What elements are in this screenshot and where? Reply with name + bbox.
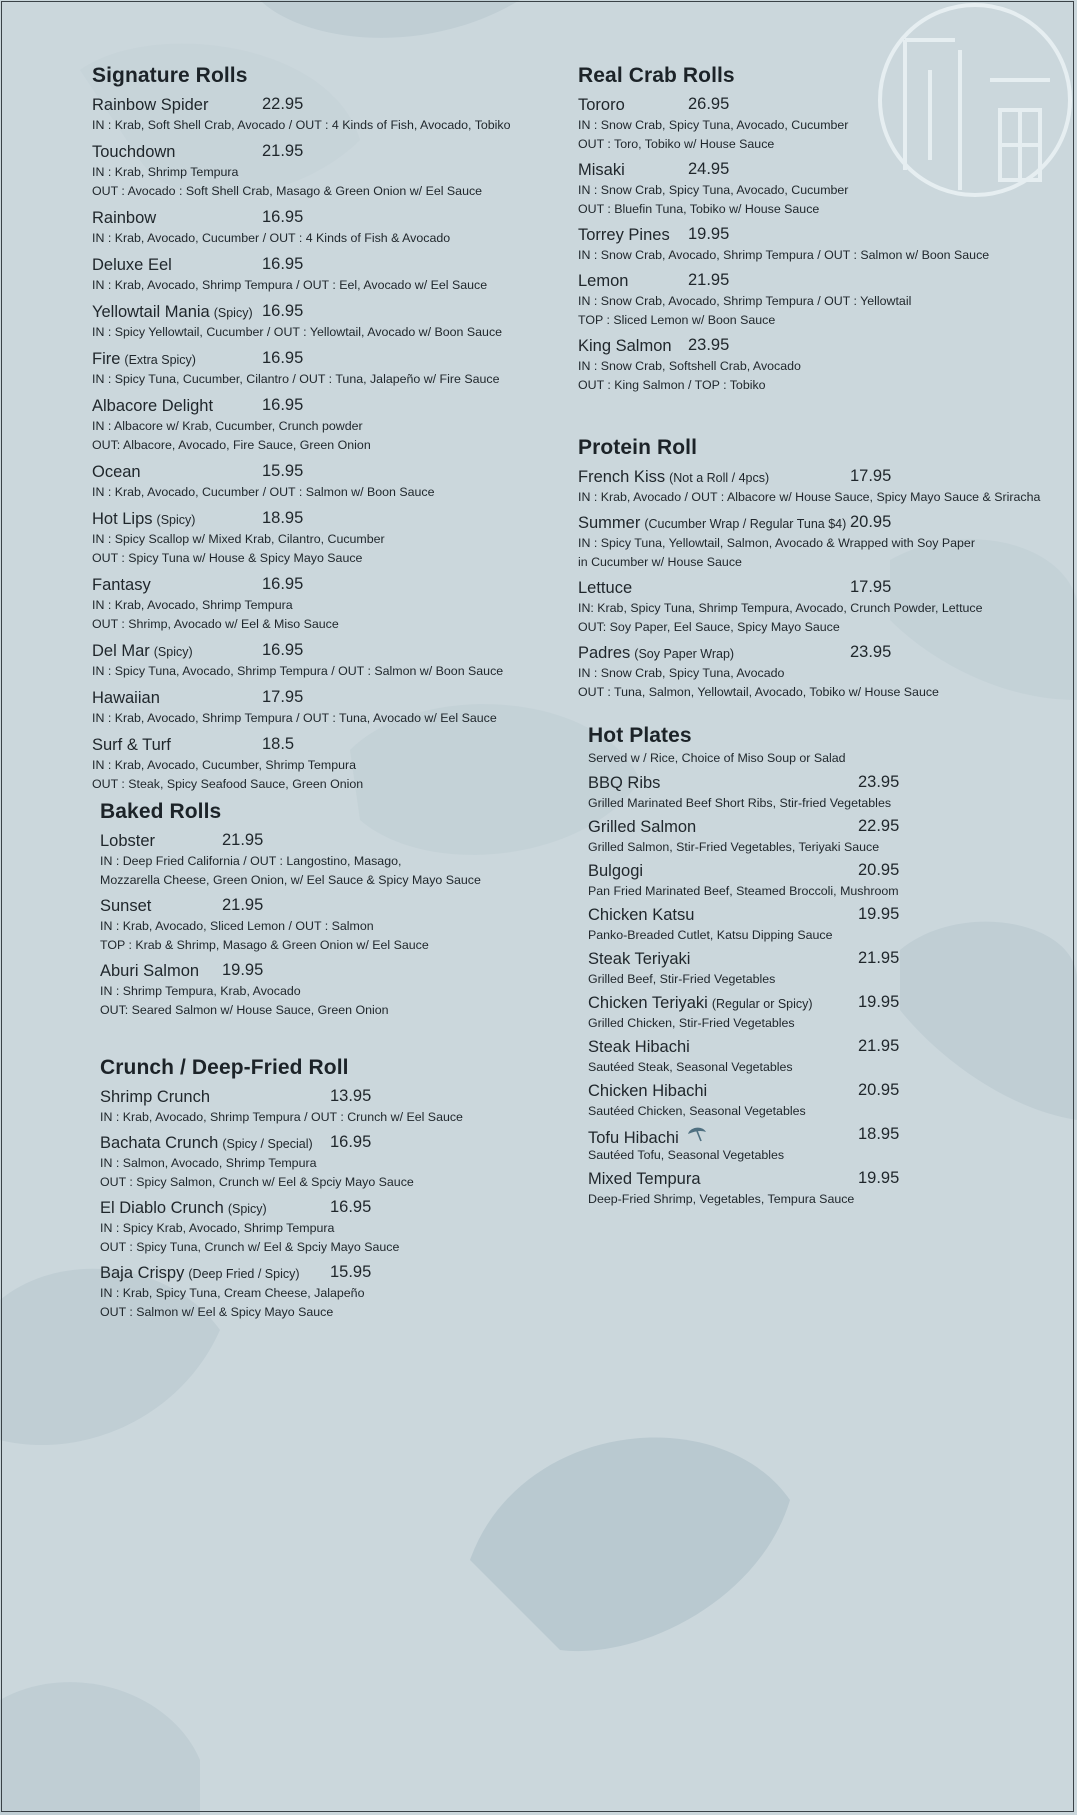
item-name: Del Mar: [92, 642, 150, 660]
item-description: Pan Fried Marinated Beef, Steamed Broccoli, Mushroom: [588, 884, 899, 898]
item-description: Sautéed Tofu, Seasonal Vegetables: [588, 1148, 785, 1162]
item-description: IN : Krab, Avocado, Shrimp Tempura / OUT : Eel, Avocado w/ Eel Sauce: [92, 278, 488, 292]
menu-item-header: [588, 1037, 1028, 1058]
menu-item-header: [588, 905, 1028, 926]
umbrella-icon: [687, 1125, 707, 1148]
menu-item: [100, 1087, 540, 1127]
item-description: IN : Snow Crab, Avocado, Shrimp Tempura / OUT : Salmon w/ Boon Sauce: [578, 248, 990, 262]
menu-item: [578, 160, 1048, 219]
menu-item-header: [588, 993, 1028, 1014]
item-name: Shrimp Crunch: [100, 1088, 211, 1106]
item-price: 17.95: [262, 688, 304, 706]
menu-item: [578, 643, 1058, 702]
item-name: Touchdown: [92, 143, 176, 161]
item-price: 16.95: [330, 1198, 372, 1216]
item-description: IN : Krab, Avocado, Shrimp Tempura / OUT : Tuna, Avocado w/ Eel Sauce: [92, 711, 497, 725]
menu-item-header: [100, 831, 540, 852]
menu-item-header: [588, 1081, 1028, 1102]
item-description: OUT : Toro, Tobiko w/ House Sauce: [578, 137, 775, 151]
menu-item: [92, 509, 532, 568]
item-price: 16.95: [262, 208, 304, 226]
menu-item: [100, 831, 540, 890]
item-description: OUT : Shrimp, Avocado w/ Eel & Miso Sauce: [92, 617, 339, 631]
menu-item: [92, 575, 532, 634]
menu-item: [92, 462, 532, 502]
item-description: Grilled Beef, Stir-Fried Vegetables: [588, 972, 776, 986]
menu-item-header: [578, 336, 1048, 357]
menu-item-header: [100, 896, 540, 917]
item-description: IN : Snow Crab, Spicy Tuna, Avocado, Cucumber: [578, 183, 849, 197]
menu-item-header: [92, 349, 532, 370]
menu-item-header: [588, 773, 1028, 794]
item-name: Tororo: [578, 96, 625, 114]
item-description: IN : Snow Crab, Softshell Crab, Avocado: [578, 359, 801, 373]
baked-rolls-section: [100, 800, 540, 1020]
menu-item: [588, 1037, 1028, 1077]
menu-item: [92, 142, 532, 201]
item-price: 18.5: [262, 735, 295, 753]
item-name: Chicken Katsu: [588, 906, 695, 924]
menu-item-header: [100, 1133, 540, 1154]
hot-plates-section: [588, 724, 1028, 1209]
item-name: Misaki: [578, 161, 625, 179]
item-name: Hot Lips: [92, 510, 153, 528]
item-price: 20.95: [858, 861, 900, 879]
item-price: 13.95: [330, 1087, 372, 1105]
menu-item: [92, 302, 532, 342]
section-title: Signature Rolls: [92, 64, 248, 87]
menu-item-header: [578, 513, 1058, 534]
menu-item-header: [588, 861, 1028, 882]
item-price: 19.95: [858, 993, 900, 1011]
item-price: 23.95: [850, 643, 892, 661]
item-price: 18.95: [262, 509, 304, 527]
item-name: Grilled Salmon: [588, 818, 697, 836]
item-price: 16.95: [262, 255, 304, 273]
item-price: 15.95: [330, 1263, 372, 1281]
item-price: 20.95: [850, 513, 892, 531]
item-name: Chicken Hibachi: [588, 1082, 708, 1100]
item-description: Deep-Fried Shrimp, Vegetables, Tempura Sauce: [588, 1192, 855, 1206]
item-description: OUT : Tuna, Salmon, Yellowtail, Avocado, Tobiko w/ House Sauce: [578, 685, 939, 699]
item-description: IN : Krab, Spicy Tuna, Cream Cheese, Jalapeño: [100, 1286, 365, 1300]
menu-item: [578, 271, 1048, 330]
item-description: Mozzarella Cheese, Green Onion, w/ Eel Sauce & Spicy Mayo Sauce: [100, 873, 481, 887]
menu-item-header: [588, 949, 1028, 970]
item-note: (Regular or Spicy): [711, 997, 813, 1011]
menu-item: [578, 225, 1048, 265]
item-name: Aburi Salmon: [100, 962, 200, 980]
item-description: TOP : Krab & Shrimp, Masago & Green Onion w/ Eel Sauce: [100, 938, 429, 952]
section-title: Real Crab Rolls: [578, 64, 735, 87]
item-price: 16.95: [262, 396, 304, 414]
item-price: 20.95: [858, 1081, 900, 1099]
item-description: IN : Snow Crab, Spicy Tuna, Avocado, Cucumber: [578, 118, 849, 132]
item-description: IN : Krab, Avocado, Shrimp Tempura: [92, 598, 293, 612]
menu-item-header: [100, 1087, 540, 1108]
item-price: 22.95: [262, 95, 304, 113]
menu-item: [588, 773, 1028, 813]
menu-item: [100, 1133, 540, 1192]
menu-item: [92, 396, 532, 455]
item-price: 16.95: [262, 575, 304, 593]
menu-item: [588, 949, 1028, 989]
menu-item: [100, 1198, 540, 1257]
item-description: OUT: Albacore, Avocado, Fire Sauce, Green Onion: [92, 438, 371, 452]
item-price: 19.95: [858, 1169, 900, 1187]
item-description: OUT : Spicy Tuna w/ House & Spicy Mayo Sauce: [92, 551, 363, 565]
item-name: Rainbow Spider: [92, 96, 209, 114]
menu-item-header: [92, 142, 532, 163]
item-note: (Spicy): [227, 1202, 267, 1216]
section-title: Crunch / Deep-Fried Roll: [100, 1056, 349, 1079]
item-name: Padres: [578, 644, 631, 662]
menu-item: [588, 993, 1028, 1033]
item-name: Torrey Pines: [578, 226, 670, 244]
protein-column: [578, 436, 1058, 708]
menu-item-header: [92, 735, 532, 756]
section-subtitle: Served w / Rice, Choice of Miso Soup or Salad: [588, 751, 846, 765]
menu-item-header: [92, 208, 532, 229]
menu-item-header: [588, 817, 1028, 838]
item-name: King Salmon: [578, 337, 672, 355]
signature-rolls-section: [92, 64, 532, 794]
item-description: IN : Salmon, Avocado, Shrimp Tempura: [100, 1156, 317, 1170]
item-description: OUT : Spicy Tuna, Crunch w/ Eel & Spciy Mayo Sauce: [100, 1240, 400, 1254]
item-description: IN : Krab, Avocado, Cucumber / OUT : 4 Kinds of Fish & Avocado: [92, 231, 451, 245]
item-price: 19.95: [858, 905, 900, 923]
item-description: OUT : King Salmon / TOP : Tobiko: [578, 378, 766, 392]
item-price: 22.95: [858, 817, 900, 835]
item-name: Fantasy: [92, 576, 151, 594]
menu-item-header: [92, 509, 532, 530]
menu-item: [578, 578, 1058, 637]
item-description: IN : Krab, Avocado, Sliced Lemon / OUT : Salmon: [100, 919, 374, 933]
item-name: Yellowtail Mania: [92, 303, 210, 321]
item-name: Baja Crispy: [100, 1264, 185, 1282]
item-description: Grilled Marinated Beef Short Ribs, Stir-fried Vegetables: [588, 796, 892, 810]
item-note: (Spicy): [213, 306, 253, 320]
item-description: IN : Krab, Avocado / OUT : Albacore w/ House Sauce, Spicy Mayo Sauce & Sriracha: [578, 490, 1041, 504]
menu-item: [92, 641, 532, 681]
menu-item: [578, 95, 1048, 154]
menu-item-header: [578, 467, 1058, 488]
item-note: (Spicy / Special): [222, 1137, 313, 1151]
item-note: (Soy Paper Wrap): [634, 647, 735, 661]
item-price: 26.95: [688, 95, 730, 113]
item-note: (Spicy): [153, 645, 193, 659]
item-name: Surf & Turf: [92, 736, 171, 754]
item-name: Bachata Crunch: [100, 1134, 219, 1152]
item-price: 21.95: [222, 896, 264, 914]
item-price: 23.95: [688, 336, 730, 354]
menu-item-header: [588, 1169, 1028, 1190]
item-name: Lemon: [578, 272, 629, 290]
menu-item: [92, 208, 532, 248]
menu-item: [588, 1081, 1028, 1121]
item-note: (Cucumber Wrap / Regular Tuna $4): [644, 517, 847, 531]
item-name: Albacore Delight: [92, 397, 214, 415]
item-name: French Kiss: [578, 468, 666, 486]
item-description: IN : Krab, Soft Shell Crab, Avocado / OUT : 4 Kinds of Fish, Avocado, Tobiko: [92, 118, 511, 132]
item-description: OUT: Seared Salmon w/ House Sauce, Green Onion: [100, 1003, 389, 1017]
menu-item-header: [578, 643, 1058, 664]
item-description: OUT : Spicy Salmon, Crunch w/ Eel & Spciy Mayo Sauce: [100, 1175, 414, 1189]
item-price: 21.95: [858, 1037, 900, 1055]
crunch-roll-section: [100, 1056, 540, 1322]
item-description: OUT : Steak, Spicy Seafood Sauce, Green Onion: [92, 777, 364, 791]
item-name: Lobster: [100, 832, 156, 850]
item-description: IN : Spicy Krab, Avocado, Shrimp Tempura: [100, 1221, 335, 1235]
menu-item: [588, 1125, 1028, 1165]
real-crab-rolls-section: [578, 64, 1048, 395]
item-description: IN : Krab, Shrimp Tempura: [92, 165, 239, 179]
item-name: Summer: [578, 514, 641, 532]
item-price: 23.95: [858, 773, 900, 791]
menu-item-header: [578, 160, 1048, 181]
item-description: Sautéed Steak, Seasonal Vegetables: [588, 1060, 793, 1074]
item-price: 21.95: [222, 831, 264, 849]
menu-item-header: [578, 578, 1058, 599]
item-name: Tofu Hibachi: [588, 1129, 679, 1147]
item-name: Hawaiian: [92, 689, 160, 707]
item-name: Bulgogi: [588, 862, 644, 880]
menu-item-header: [100, 1198, 540, 1219]
menu-item: [100, 896, 540, 955]
menu-item: [100, 1263, 540, 1322]
section-title: Hot Plates: [588, 724, 692, 747]
menu-item-header: [92, 688, 532, 709]
crunch-column: [100, 1056, 540, 1328]
item-price: 21.95: [262, 142, 304, 160]
menu-item: [588, 905, 1028, 945]
item-description: IN : Snow Crab, Spicy Tuna, Avocado: [578, 666, 785, 680]
menu-item: [588, 861, 1028, 901]
item-name: Lettuce: [578, 579, 633, 597]
menu-item-header: [92, 302, 532, 323]
item-name: BBQ Ribs: [588, 774, 661, 792]
item-price: 17.95: [850, 578, 892, 596]
baked-rolls-column: [100, 800, 540, 1026]
item-price: 21.95: [688, 271, 730, 289]
item-price: 24.95: [688, 160, 730, 178]
item-price: 16.95: [262, 349, 304, 367]
item-description: IN : Deep Fried California / OUT : Langostino, Masago,: [100, 854, 402, 868]
item-price: 18.95: [858, 1125, 900, 1143]
menu-item: [578, 513, 1058, 572]
item-description: OUT: Soy Paper, Eel Sauce, Spicy Mayo Sauce: [578, 620, 840, 634]
left-column: [92, 64, 532, 801]
item-description: IN : Spicy Tuna, Yellowtail, Salmon, Avocado & Wrapped with Soy Paper: [578, 536, 975, 550]
item-name: Steak Teriyaki: [588, 950, 691, 968]
menu-item-header: [92, 95, 532, 116]
menu-item: [578, 467, 1058, 507]
item-description: IN : Krab, Avocado, Shrimp Tempura / OUT : Crunch w/ Eel Sauce: [100, 1110, 463, 1124]
item-name: Mixed Tempura: [588, 1170, 701, 1188]
item-description: IN : Spicy Tuna, Avocado, Shrimp Tempura / OUT : Salmon w/ Boon Sauce: [92, 664, 504, 678]
menu-item: [92, 349, 532, 389]
item-price: 17.95: [850, 467, 892, 485]
item-price: 19.95: [688, 225, 730, 243]
protein-roll-section: [578, 436, 1058, 702]
item-description: IN : Spicy Scallop w/ Mixed Krab, Cilantro, Cucumber: [92, 532, 385, 546]
menu-item-header: [92, 255, 532, 276]
menu-item: [588, 817, 1028, 857]
item-price: 19.95: [222, 961, 264, 979]
item-name: Chicken Teriyaki: [588, 994, 708, 1012]
menu-item-header: [92, 396, 532, 417]
item-name: Fire: [92, 350, 121, 368]
item-description: IN : Spicy Tuna, Cucumber, Cilantro / OUT : Tuna, Jalapeño w/ Fire Sauce: [92, 372, 500, 386]
item-description: IN : Snow Crab, Avocado, Shrimp Tempura / OUT : Yellowtail: [578, 294, 912, 308]
item-price: 15.95: [262, 462, 304, 480]
menu-item: [92, 95, 532, 135]
item-description: Grilled Chicken, Stir-Fried Vegetables: [588, 1016, 795, 1030]
item-name: Rainbow: [92, 209, 157, 227]
item-price: 16.95: [330, 1133, 372, 1151]
menu-item-header: [92, 575, 532, 596]
item-description: IN : Albacore w/ Krab, Cucumber, Crunch powder: [92, 419, 363, 433]
section-title: Baked Rolls: [100, 800, 222, 823]
item-price: 21.95: [858, 949, 900, 967]
crab-column: [578, 64, 1048, 401]
item-note: (Spicy): [156, 513, 196, 527]
menu-item-header: [100, 1263, 540, 1284]
menu-item-header: [588, 1125, 1028, 1146]
item-description: Sautéed Chicken, Seasonal Vegetables: [588, 1104, 806, 1118]
item-description: IN : Spicy Yellowtail, Cucumber / OUT : Yellowtail, Avocado w/ Boon Sauce: [92, 325, 503, 339]
item-price: 16.95: [262, 641, 304, 659]
item-description: in Cucumber w/ House Sauce: [578, 555, 742, 569]
item-note: (Extra Spicy): [124, 353, 196, 367]
item-note: (Deep Fried / Spicy): [188, 1267, 300, 1281]
item-name: Sunset: [100, 897, 152, 915]
section-title: Protein Roll: [578, 436, 698, 459]
item-price: 16.95: [262, 302, 304, 320]
menu-item: [588, 1169, 1028, 1209]
item-description: IN: Krab, Spicy Tuna, Shrimp Tempura, Avocado, Crunch Powder, Lettuce: [578, 601, 983, 615]
item-description: OUT : Salmon w/ Eel & Spicy Mayo Sauce: [100, 1305, 334, 1319]
menu-item: [92, 735, 532, 794]
menu-item: [92, 688, 532, 728]
item-description: OUT : Bluefin Tuna, Tobiko w/ House Sauce: [578, 202, 820, 216]
item-description: Grilled Salmon, Stir-Fried Vegetables, Teriyaki Sauce: [588, 840, 880, 854]
item-name: El Diablo Crunch: [100, 1199, 224, 1217]
menu-item: [100, 961, 540, 1020]
hot-plates-column: [588, 724, 1028, 1213]
menu-item: [92, 255, 532, 295]
menu-item: [578, 336, 1048, 395]
menu-item-header: [100, 961, 540, 982]
item-description: IN : Shrimp Tempura, Krab, Avocado: [100, 984, 301, 998]
item-description: IN : Krab, Avocado, Cucumber / OUT : Salmon w/ Boon Sauce: [92, 485, 435, 499]
item-name: Steak Hibachi: [588, 1038, 690, 1056]
item-description: TOP : Sliced Lemon w/ Boon Sauce: [578, 313, 776, 327]
menu-item-header: [578, 271, 1048, 292]
menu-item-header: [92, 462, 532, 483]
item-note: (Not a Roll / 4pcs): [669, 471, 770, 485]
menu-item-header: [578, 225, 1048, 246]
item-name: Deluxe Eel: [92, 256, 172, 274]
item-description: OUT : Avocado : Soft Shell Crab, Masago & Green Onion w/ Eel Sauce: [92, 184, 483, 198]
item-description: Panko-Breaded Cutlet, Katsu Dipping Sauce: [588, 928, 833, 942]
menu-item-header: [92, 641, 532, 662]
menu-item-header: [578, 95, 1048, 116]
item-name: Ocean: [92, 463, 141, 481]
item-description: IN : Krab, Avocado, Cucumber, Shrimp Tempura: [92, 758, 357, 772]
